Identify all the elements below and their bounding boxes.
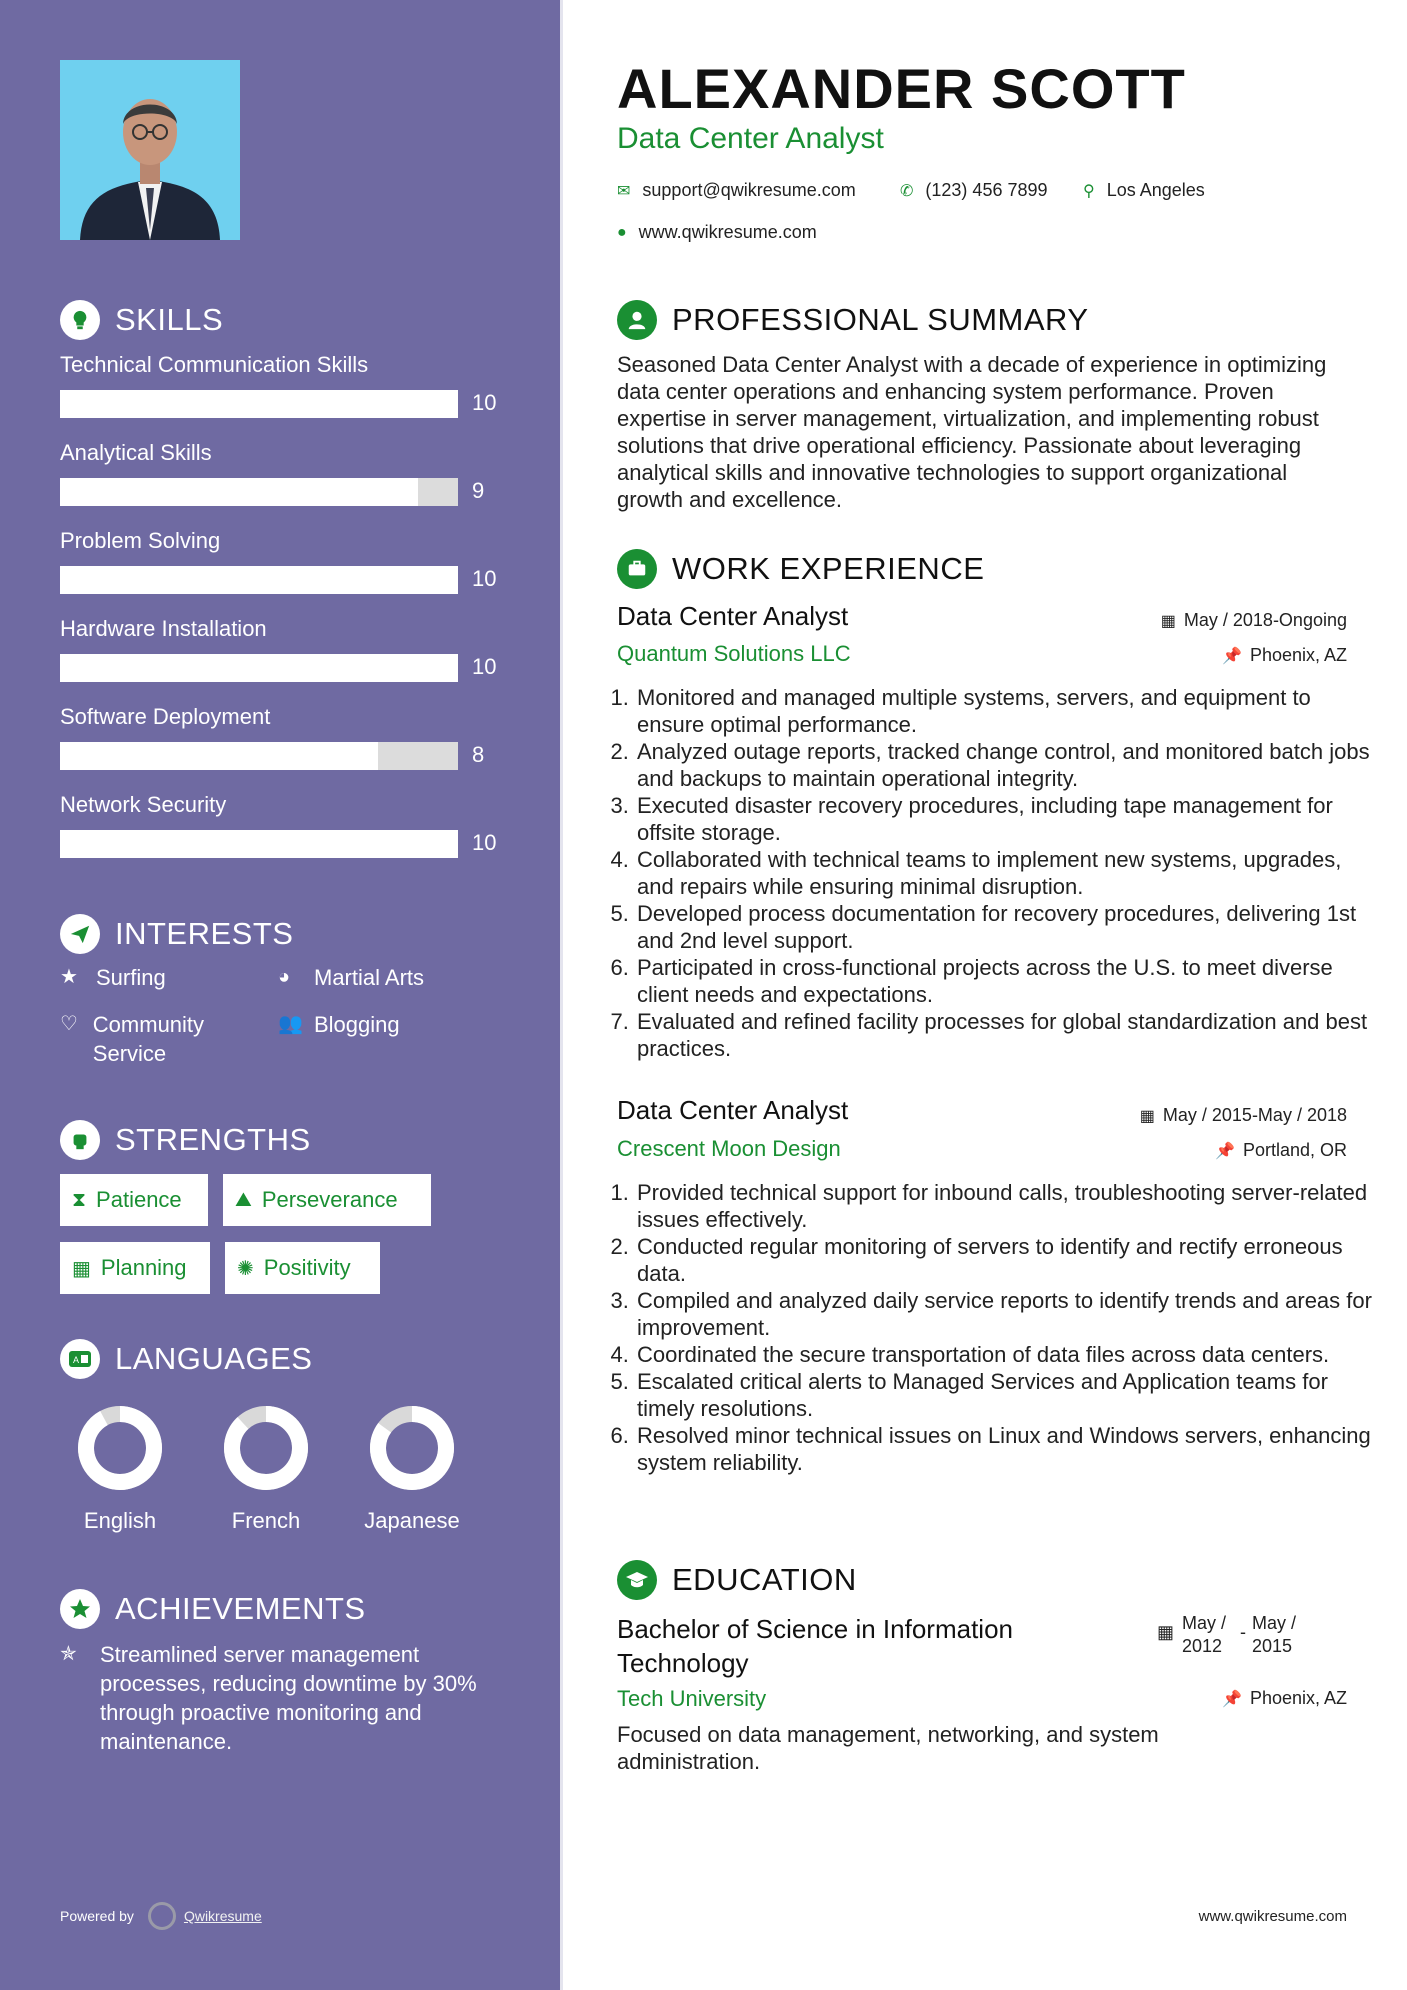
languages-title: LANGUAGES: [115, 1341, 313, 1376]
envelope-icon: ✉: [617, 182, 631, 200]
qwikresume-logo-icon: [148, 1902, 176, 1930]
map-pin-icon: ⚲: [1083, 182, 1095, 200]
skill-value: 10: [472, 566, 497, 591]
language-level-donut: [77, 1405, 163, 1491]
binoculars-icon: ⛰: [235, 1188, 252, 1211]
interests-heading: [60, 912, 293, 956]
skill-bar: [60, 830, 458, 858]
skill-value: 9: [472, 478, 485, 503]
skill-bar-fill: [60, 830, 458, 858]
education-heading: [617, 1560, 857, 1600]
contact-email[interactable]: ✉ support@qwikresume.com: [617, 180, 856, 200]
duty-item: 2. Analyzed outage reports, tracked change control, and monitored batch jobs and backups to maintain operational integrity.: [635, 738, 1375, 792]
languages-heading: [60, 1337, 312, 1381]
achievements-heading: [60, 1587, 366, 1631]
skill-label: Hardware Installation: [60, 616, 267, 641]
strength-positivity: ✺ Positivity: [225, 1242, 380, 1294]
strength-planning: ▦ Planning: [60, 1242, 210, 1294]
lightbulb-icon: [60, 300, 100, 340]
contact-location: ⚲ Los Angeles: [1083, 180, 1205, 200]
sidebar: [0, 0, 560, 1990]
hourglass-icon: ⧗: [72, 1188, 87, 1211]
profile-photo: [60, 60, 240, 240]
skill-value: 10: [472, 830, 497, 855]
duty-item: 3. Executed disaster recovery procedures, including tape management for offsite storage.: [635, 792, 1375, 846]
briefcase-icon: [617, 549, 657, 589]
graduation-cap-icon: [617, 1560, 657, 1600]
job-2-dates: ▦ May / 2015-May / 2018: [1139, 1105, 1347, 1125]
duty-item: 6. Participated in cross-functional projects across the U.S. to meet diverse client needs and expectations.: [635, 954, 1375, 1008]
language-level-donut: [223, 1405, 309, 1491]
duty-item: 1. Monitored and managed multiple systems, servers, and equipment to ensure optimal performance.: [635, 684, 1375, 738]
interest-community-service: ♡ Community Service: [60, 1012, 205, 1066]
summary-title: PROFESSIONAL SUMMARY: [672, 302, 1089, 337]
school-name: Tech University: [617, 1686, 767, 1711]
duty-item: 5. Developed process documentation for recovery procedures, delivering 1st and 2nd level support.: [635, 900, 1375, 954]
education-title: EDUCATION: [672, 1562, 857, 1597]
job-2-location: 📌 Portland, OR: [1215, 1140, 1347, 1160]
skill-bar: [60, 654, 458, 682]
job-2-company: Crescent Moon Design: [617, 1136, 841, 1161]
language-level-arc: [86, 1414, 154, 1482]
candidate-role: Data Center Analyst: [617, 122, 884, 155]
job-1-title: Data Center Analyst: [617, 601, 849, 631]
skill-label: Analytical Skills: [60, 440, 212, 465]
skills-heading: [60, 298, 223, 342]
achievements-title: ACHIEVEMENTS: [115, 1591, 366, 1626]
language-label: English: [83, 1508, 157, 1533]
interest-blogging: 👥 Blogging: [278, 1012, 400, 1037]
skill-label: Software Deployment: [60, 704, 271, 729]
sun-icon: ✺: [237, 1257, 254, 1280]
calendar-icon: ▦: [1139, 1107, 1155, 1125]
education-text: Focused on data management, networking, and system administration.: [617, 1722, 1159, 1774]
star-icon: ★: [60, 966, 78, 988]
job-1-duties: [607, 684, 1375, 1062]
pin-icon: 📌: [1222, 1690, 1242, 1708]
job-1-location: 📌 Phoenix, AZ: [1222, 645, 1347, 665]
sparkle-star-icon: ✯: [60, 1643, 77, 1665]
duty-item: 4. Coordinated the secure transportation of data files across data centers.: [635, 1341, 1375, 1368]
qwikresume-link[interactable]: Qwikresume: [183, 1908, 262, 1924]
calendar-icon: ▦: [1157, 1622, 1175, 1642]
svg-text:A: A: [73, 1355, 80, 1365]
strength-perseverance: ⛰ Perseverance: [223, 1174, 431, 1226]
heart-icon: ♡: [60, 1013, 78, 1035]
users-icon: 👥: [278, 1013, 303, 1035]
skill-label: Problem Solving: [60, 528, 221, 553]
language-icon: [60, 1339, 100, 1379]
skill-bar-fill: [60, 742, 378, 770]
language-level-donut: [369, 1405, 455, 1491]
summary-text: Seasoned Data Center Analyst with a decade of experience in optimizing data center operations and enhancing system performance. Proven expertise in server management, virtualization, and implementing robust solutions that drive operational efficiency. Passionate about leveraging analytical skills and innovative technologies to support organizational growth and excellence.: [617, 352, 1327, 512]
job-2-title: Data Center Analyst: [617, 1095, 849, 1125]
skill-bar: [60, 390, 458, 418]
skill-bar-fill: [60, 478, 418, 506]
strengths-title: STRENGTHS: [115, 1122, 311, 1157]
calendar-icon: ▦: [1160, 612, 1176, 630]
interest-surfing: ★ Surfing: [60, 965, 166, 990]
job-2-duties: [607, 1179, 1375, 1476]
column-divider: [560, 0, 563, 1990]
achievement-item: ✯ Streamlined server management processes, reducing downtime by 30% through proactive monitoring and maintenance.: [60, 1642, 477, 1754]
duty-item: 7. Evaluated and refined facility processes for global standardization and best practices.: [635, 1008, 1375, 1062]
footer-website[interactable]: www.qwikresume.com: [1198, 1908, 1347, 1925]
duty-item: 2. Conducted regular monitoring of servers to identify and rectify erroneous data.: [635, 1233, 1375, 1287]
skills-title: SKILLS: [115, 302, 224, 337]
degree-title: Bachelor of Science in Information Technology: [617, 1614, 1013, 1678]
interest-martial-arts: ◕ Martial Arts: [278, 965, 425, 990]
globe-icon: ◕: [278, 966, 291, 988]
language-level-arc: [232, 1414, 300, 1482]
language-label: Japanese: [364, 1508, 460, 1533]
experience-title: WORK EXPERIENCE: [672, 551, 985, 586]
candidate-name: ALEXANDER SCOTT: [617, 57, 1186, 120]
phone-icon: ✆: [900, 182, 914, 200]
skill-bar: [60, 566, 458, 594]
skill-bar: [60, 742, 458, 770]
education-location: 📌 Phoenix, AZ: [1222, 1688, 1347, 1708]
globe-icon: ●: [617, 223, 627, 241]
user-icon: [617, 300, 657, 340]
skill-label: Network Security: [60, 792, 227, 817]
skill-bar-fill: [60, 654, 458, 682]
duty-item: 6. Resolved minor technical issues on Linux and Windows servers, enhancing system reliability.: [635, 1422, 1375, 1476]
paper-plane-icon: [60, 914, 100, 954]
skill-value: 10: [472, 654, 497, 679]
skill-bar-fill: [60, 566, 458, 594]
calendar-icon: ▦: [72, 1257, 91, 1280]
award-star-icon: [60, 1589, 100, 1629]
skill-value: 10: [472, 390, 497, 415]
language-label: French: [231, 1508, 301, 1533]
job-1-dates: ▦ May / 2018-Ongoing: [1160, 610, 1347, 630]
duty-item: 1. Provided technical support for inbound calls, troubleshooting server-related issues effectively.: [635, 1179, 1375, 1233]
pin-icon: 📌: [1215, 1142, 1235, 1160]
skill-bar-fill: [60, 390, 458, 418]
fist-icon: [60, 1120, 100, 1160]
interests-title: INTERESTS: [115, 916, 294, 951]
pin-icon: 📌: [1222, 647, 1242, 665]
duty-item: 4. Collaborated with technical teams to implement new systems, upgrades, and repairs while ensuring minimal disruption.: [635, 846, 1375, 900]
contact-phone[interactable]: ✆ (123) 456 7899: [900, 180, 1048, 200]
experience-heading: [617, 549, 984, 589]
skill-bar: [60, 478, 458, 506]
contact-website[interactable]: ● www.qwikresume.com: [617, 222, 817, 242]
summary-heading: [617, 300, 1089, 340]
duty-item: 5. Escalated critical alerts to Managed Services and Application teams for timely resolutions.: [635, 1368, 1375, 1422]
strength-patience: ⧗ Patience: [60, 1174, 208, 1226]
skill-label: Technical Communication Skills: [60, 352, 369, 377]
duty-item: 3. Compiled and analyzed daily service reports to identify trends and areas for improvement.: [635, 1287, 1375, 1341]
strengths-heading: [60, 1118, 311, 1162]
job-1-company: Quantum Solutions LLC: [617, 641, 851, 666]
skill-value: 8: [472, 742, 485, 767]
education-dates: ▦ May / 2012 - May / 2015: [1157, 1613, 1297, 1656]
powered-by: Powered by Qwikresume: [60, 1902, 262, 1930]
